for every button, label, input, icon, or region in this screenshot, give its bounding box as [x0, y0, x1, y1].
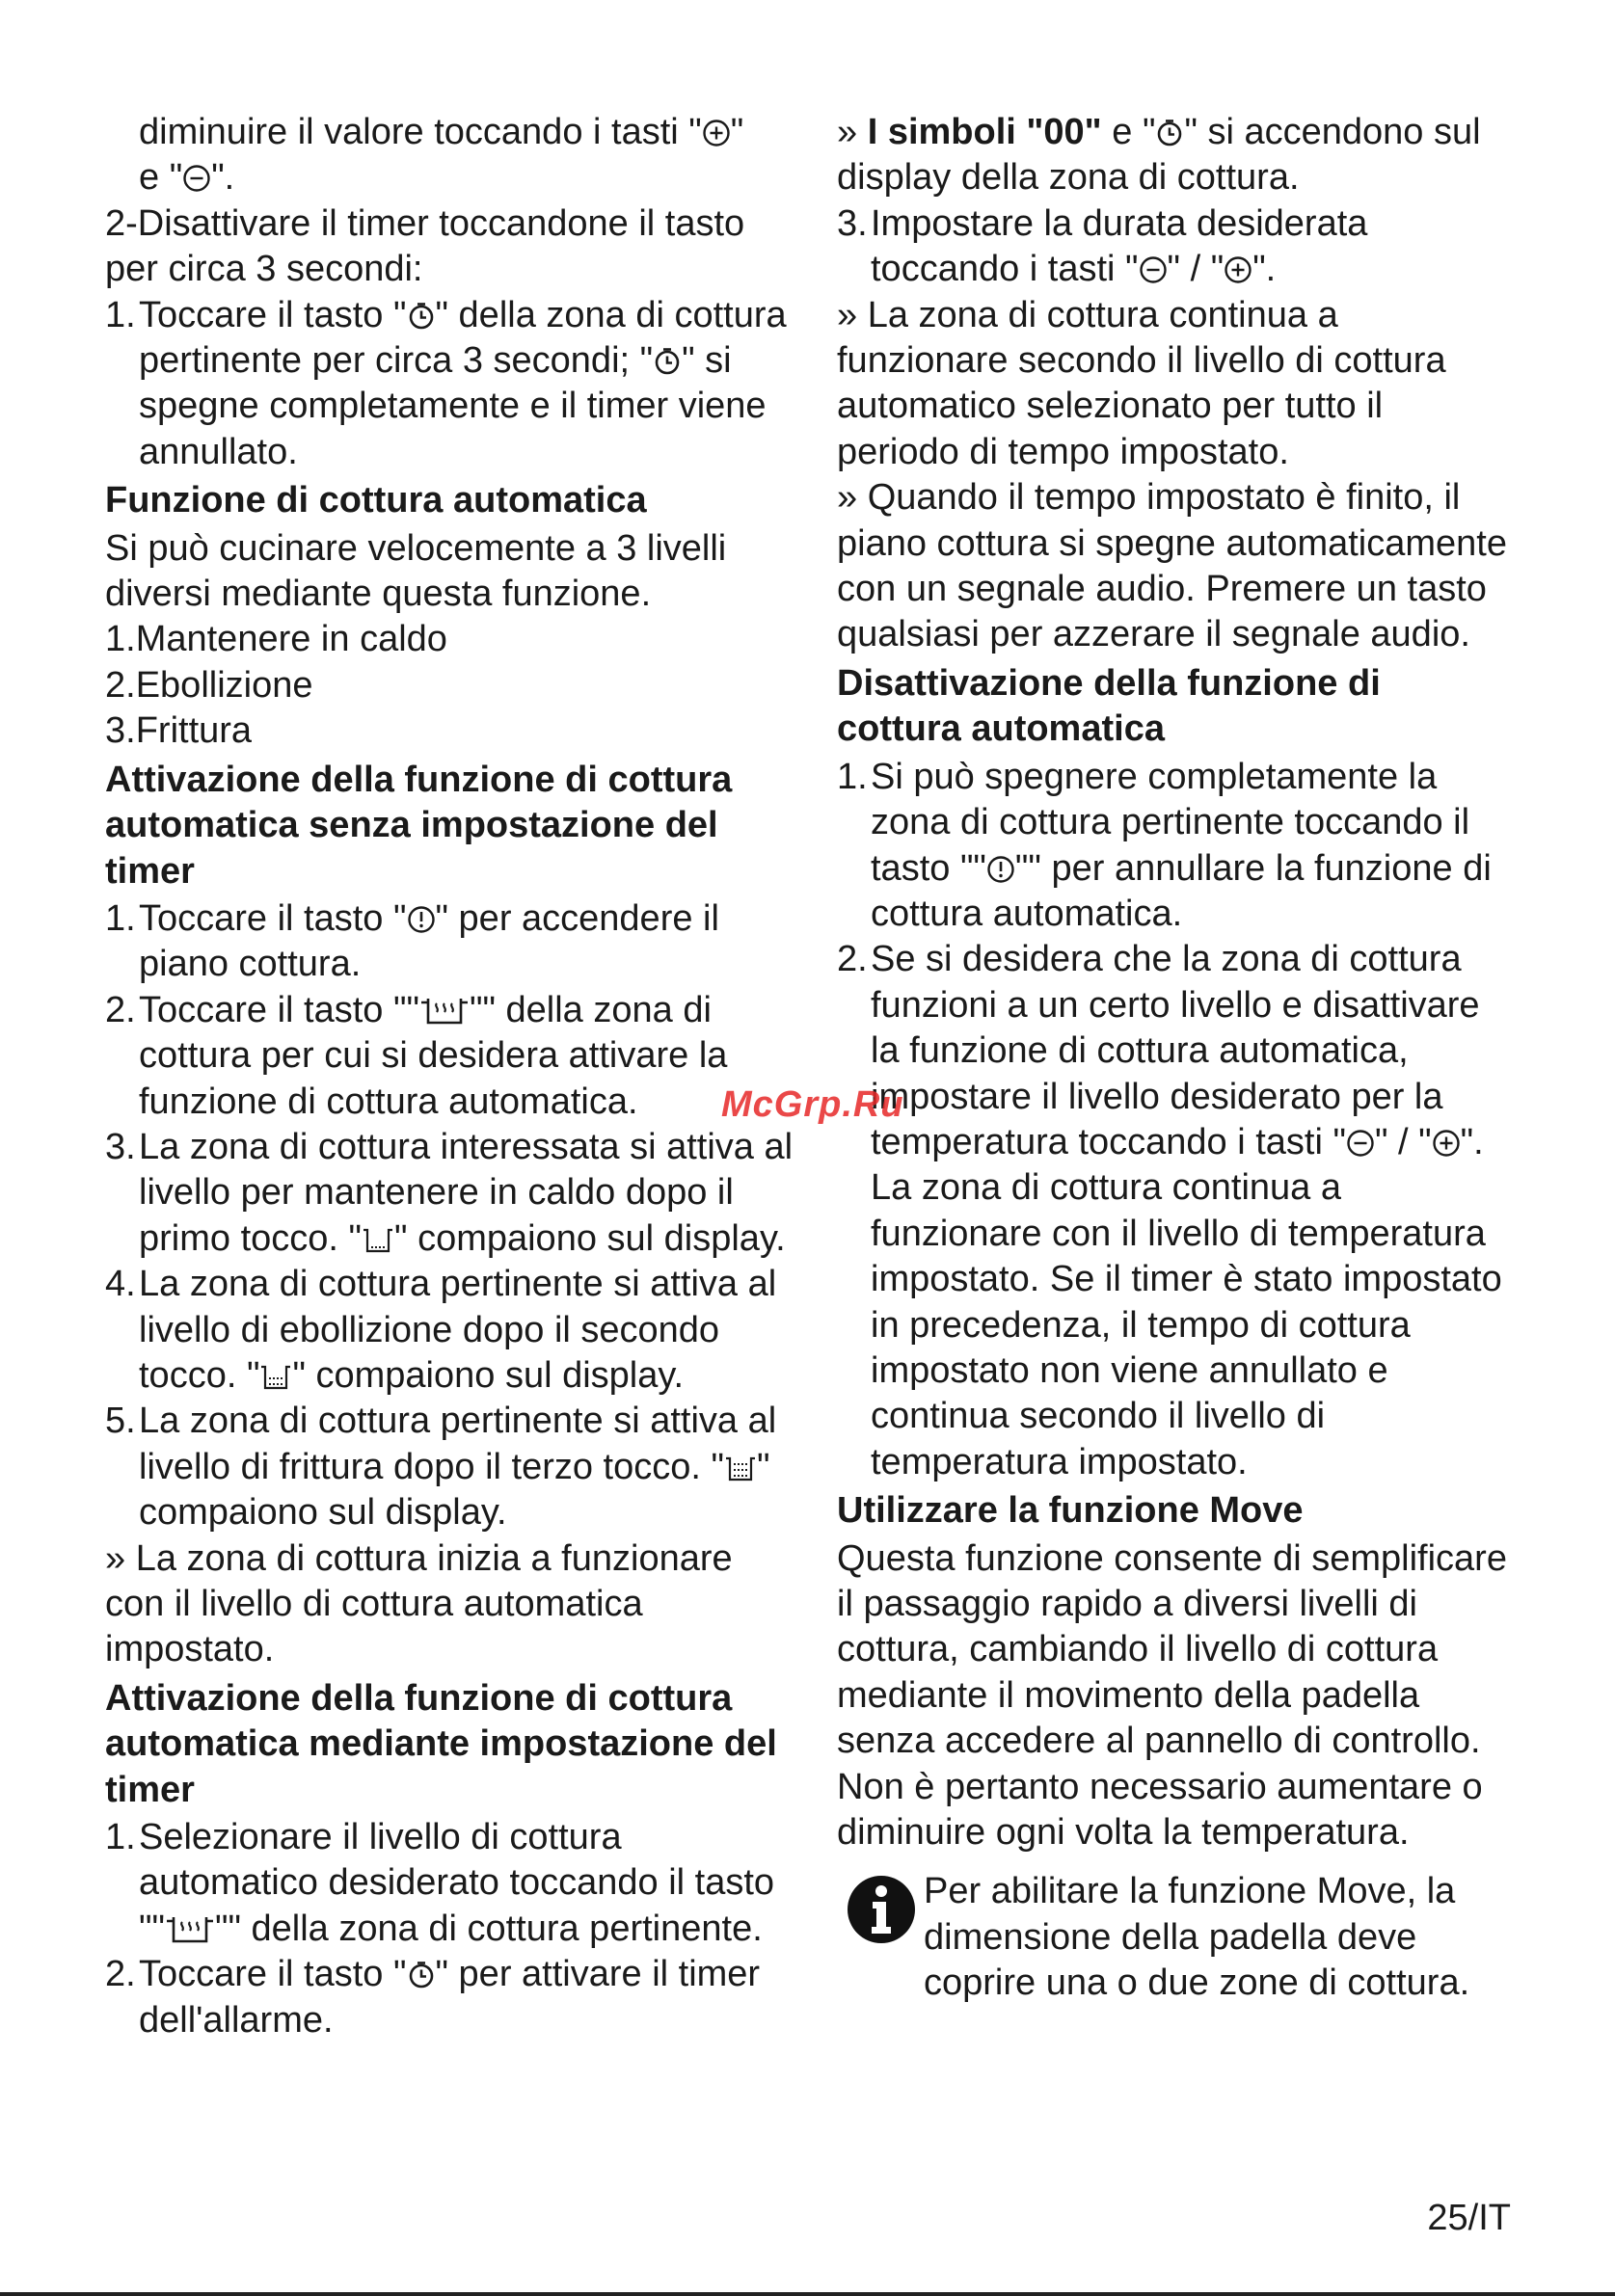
- right-column: [837, 110, 1512, 2007]
- activation-with-timer-steps: [105, 1815, 799, 2043]
- left-column: [105, 110, 799, 2043]
- activation-with-timer-heading: Attivazione della funzione di cottura automatica mediante impostazione del timer: [105, 1677, 777, 1810]
- disable-auto-cooking-steps: [837, 755, 1512, 1486]
- result-text: » Quando il tempo impostato è finito, il piano cottura si spegne automaticamente con un segnale audio. Premere un tasto qualsiasi per azzerare il segnale audio.: [837, 477, 1507, 655]
- list-item: 1. Toccare il tasto " " della zona di cottura pertinente per circa 3 secondi; " " si spegne completamente e il timer viene annullato.: [105, 294, 787, 472]
- plus-icon: [1224, 255, 1252, 284]
- keep-warm-level-icon: [362, 1224, 394, 1255]
- page-number: 25/IT: [1427, 2198, 1511, 2238]
- boiling-level-icon: [259, 1361, 292, 1392]
- continued-text: diminuire il valore toccando i tasti " " e " ".: [139, 112, 744, 199]
- minus-icon: [1346, 1129, 1375, 1158]
- list-item: 5. La zona di cottura pertinente si attiva al livello di frittura dopo il terzo tocco. " " compaiono sul display.: [105, 1401, 777, 1534]
- auto-cooking-pot-icon: [419, 996, 470, 1027]
- power-icon: [986, 855, 1015, 884]
- list-item: 2. Se si desidera che la zona di cottura funzioni a un certo livello e disattivare la funzione di cottura automatica, impostare il livello desiderato per la temperatura toccando i tasti " " / " ". La zona di cottura continua a funzionare con il livello di temperatura impostato. Se il timer è stato impostato in precedenza, il tempo di cottura impostato non viene annullato e continua secondo il livello di temperatura impostato.: [837, 939, 1502, 1482]
- move-function-heading: Utilizzare la funzione Move: [837, 1490, 1304, 1532]
- timer-steps-continued: [837, 201, 1512, 293]
- info-icon: [847, 1875, 916, 1944]
- timer-icon: [1155, 119, 1184, 147]
- timer-icon: [407, 1961, 436, 1989]
- info-note-text: Per abilitare la funzione Move, la dimensione della padella deve coprire una o due zone di cottura.: [924, 1871, 1470, 2004]
- list-item: 4. La zona di cottura pertinente si attiva al livello di ebollizione dopo il secondo tocco. " " compaiono sul display.: [105, 1264, 777, 1396]
- list-item: 3. La zona di cottura interessata si attiva al livello per mantenere in caldo dopo il primo tocco. " " compaiono sul display.: [105, 1126, 794, 1259]
- list-item: 3. Impostare la durata desiderata toccando i tasti " " / " ".: [837, 202, 1368, 290]
- auto-cooking-heading: Funzione di cottura automatica: [105, 480, 647, 521]
- auto-cooking-pot-icon: [165, 1914, 215, 1945]
- timer-icon: [653, 347, 682, 376]
- minus-icon: [1139, 255, 1168, 284]
- list-item: 1. Selezionare il livello di cottura automatico desiderato toccando il tasto "" "" della zona di cottura pertinente.: [105, 1817, 775, 1949]
- result-text: » La zona di cottura inizia a funzionare con il livello di cottura automatica impostato.: [105, 1537, 733, 1670]
- deactivate-timer-subheading: 2-Disattivare il timer toccandone il tasto per circa 3 secondi:: [105, 202, 745, 290]
- list-item: 1. Si può spegnere completamente la zona di cottura pertinente toccando il tasto "" "" per annullare la funzione di cottura automatica.: [837, 756, 1492, 934]
- levels-list: [105, 617, 799, 754]
- disable-auto-cooking-heading: Disattivazione della funzione di cottura automatica: [837, 662, 1381, 750]
- plus-icon: [702, 119, 731, 147]
- activation-no-timer-steps: [105, 896, 799, 1536]
- watermark: McGrp.Ru: [721, 1084, 904, 1125]
- bottom-rule: [0, 2292, 1615, 2296]
- move-function-text: Questa funzione consente di semplificare il passaggio rapido a diversi livelli di cottura, cambiando il livello di cottura mediante il movimento della padella senza accedere al pannello di controllo. Non è pertanto necessario aumentare o diminuire ogni volta la temperatura.: [837, 1537, 1507, 1854]
- info-note: [837, 1869, 1512, 2006]
- plus-icon: [1432, 1129, 1461, 1158]
- list-item: 2. Toccare il tasto " " per attivare il timer dell'allarme.: [105, 1954, 761, 2041]
- list-item: 2. Toccare il tasto "" "" della zona di cottura per cui si desidera attivare la funzione di cottura automatica.: [105, 989, 728, 1122]
- symbols-result: » I simboli "00" e " " si accendono sul display della zona di cottura.: [837, 112, 1481, 199]
- power-icon: [407, 905, 436, 934]
- auto-cooking-intro: Si può cucinare velocemente a 3 livelli diversi mediante questa funzione.: [105, 527, 727, 615]
- minus-icon: [182, 164, 211, 193]
- list-item: 2.Ebollizione: [105, 664, 313, 706]
- result-text: » La zona di cottura continua a funzionare secondo il livello di cottura automatico selezionato per tutto il periodo di tempo impostato.: [837, 294, 1446, 472]
- list-item: 3.Frittura: [105, 710, 253, 752]
- frying-level-icon: [724, 1453, 757, 1483]
- timer-icon: [407, 302, 436, 331]
- deactivate-timer-steps: [105, 293, 799, 476]
- list-item: 1.Mantenere in caldo: [105, 619, 447, 660]
- list-item: 1. Toccare il tasto " " per accendere il piano cottura.: [105, 897, 719, 985]
- activation-no-timer-heading: Attivazione della funzione di cottura automatica senza impostazione del timer: [105, 759, 733, 892]
